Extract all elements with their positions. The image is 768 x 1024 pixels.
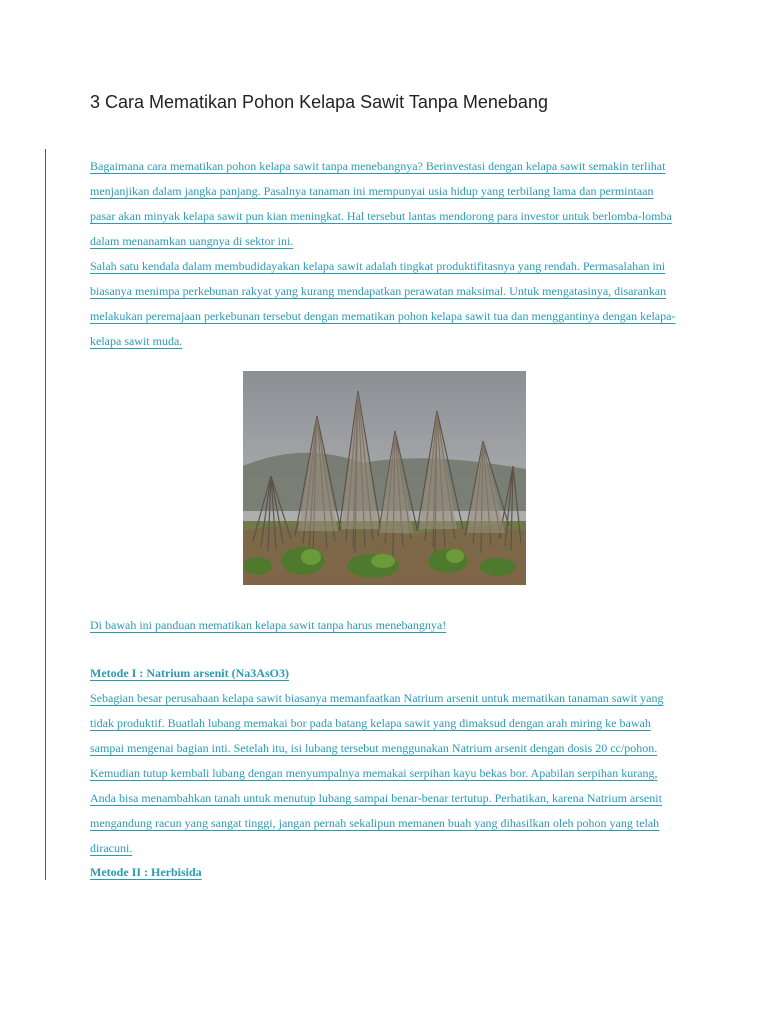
guide-intro[interactable] (90, 613, 680, 638)
method-1-heading[interactable]: Metode I : Natrium arsenit (Na3AsO3) (90, 666, 289, 680)
paragraph-line[interactable]: Bagaimana cara mematikan pohon kelapa sawit tanpa menebangnya? Berinvestasi dengan kelapa sawit semakin terlihat (90, 159, 666, 173)
method-2-heading[interactable]: Metode II : Herbisida (90, 865, 202, 879)
intro-paragraph-2[interactable] (90, 254, 680, 354)
paragraph-line[interactable]: mengandung racun yang sangat tinggi, jangan pernah sekalipun memanen buah yang dihasilkan oleh pohon yang telah (90, 816, 660, 830)
paragraph-line[interactable]: Sebagian besar perusahaan kelapa sawit biasanya memanfaatkan Natrium arsenit untuk mematikan tanaman sawit yang (90, 691, 664, 705)
paragraph-line[interactable]: Di bawah ini panduan mematikan kelapa sawit tanpa harus menebangnya! (90, 618, 447, 632)
paragraph-line[interactable]: kelapa sawit muda. (90, 334, 183, 348)
paragraph-line[interactable]: diracuni. (90, 841, 133, 855)
intro-paragraph-1[interactable] (90, 154, 680, 254)
paragraph-line[interactable]: menjanjikan dalam jangka panjang. Pasalnya tanaman ini mempunyai usia hidup yang terbilang lama dan permintaan (90, 184, 654, 198)
paragraph-line[interactable]: pasar akan minyak kelapa sawit pun kian meningkat. Hal tersebut lantas mendorong para investor untuk berlomba-lomba (90, 209, 672, 223)
paragraph-line[interactable]: Anda bisa menambahkan tanah untuk menutup lubang sampai benar-benar tertutup. Perhatikan, karena Natrium arsenit (90, 791, 662, 805)
paragraph-line[interactable]: Kemudian tutup kembali lubang dengan menyumpalnya memakai serpihan kayu bekas bor. Apabilan serpihan kurang, (90, 766, 658, 780)
paragraph-line[interactable]: sampai mengenai bagian inti. Setelah itu, isi lubang tersebut menggunakan Natrium arsenit dengan dosis 20 cc/pohon. (90, 741, 658, 755)
paragraph-line[interactable]: melakukan peremajaan perkebunan tersebut dengan mematikan pohon kelapa sawit tua dan menggantinya dengan kelapa- (90, 309, 676, 323)
method-1-body[interactable] (90, 686, 680, 861)
paragraph-line[interactable]: dalam menanamkan uangnya di sektor ini. (90, 234, 294, 248)
paragraph-line[interactable]: Salah satu kendala dalam membudidayakan kelapa sawit adalah tingkat produktifitasnya yang rendah. Permasalahan ini (90, 259, 666, 273)
page-title: 3 Cara Mematikan Pohon Kelapa Sawit Tanpa Menebang (90, 92, 548, 112)
dead-palm-trees-photo (243, 371, 526, 585)
paragraph-line[interactable]: tidak produktif. Buatlah lubang memakai bor pada batang kelapa sawit yang dimaksud dengan arah miring ke bawah (90, 716, 651, 730)
margin-rule (45, 149, 46, 880)
paragraph-line[interactable]: biasanya menimpa perkebunan rakyat yang kurang mendapatkan perawatan maksimal. Untuk mengatasinya, disarankan (90, 284, 667, 298)
